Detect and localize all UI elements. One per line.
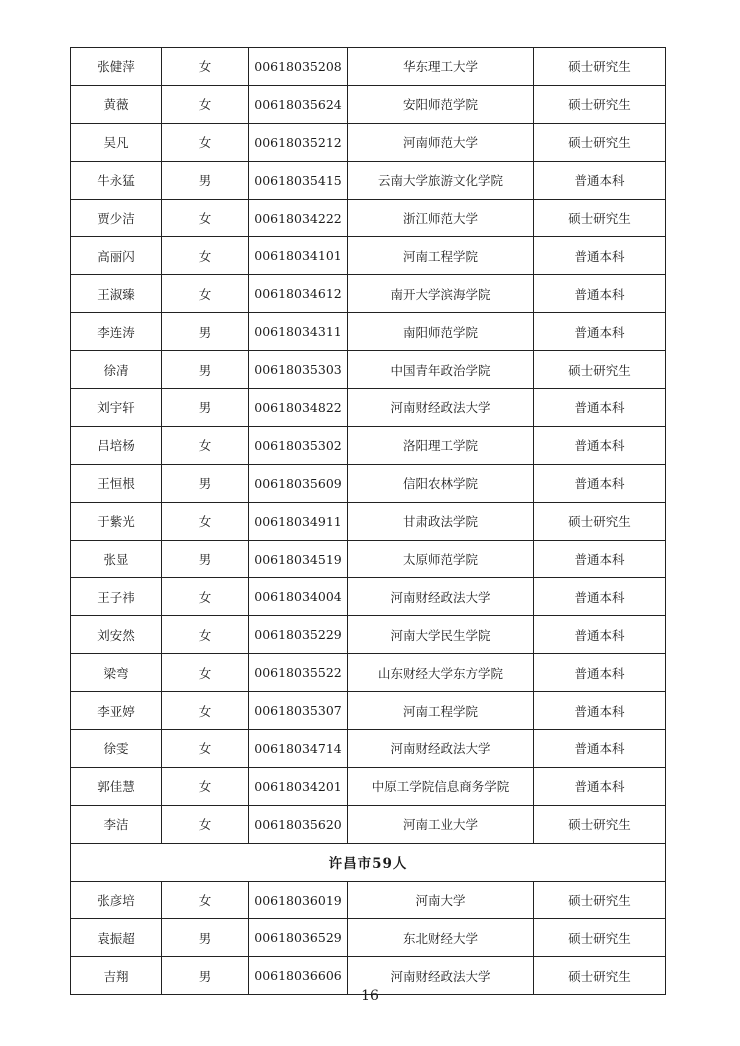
exam-id-cell: 00618034519 (249, 540, 348, 578)
school-cell: 东北财经大学 (348, 919, 534, 957)
table-row (71, 123, 666, 161)
exam-id-cell: 00618035415 (249, 161, 348, 199)
name-cell: 吴凡 (71, 123, 162, 161)
degree-cell: 硕士研究生 (534, 351, 666, 389)
table-row (71, 654, 666, 692)
exam-id-cell: 00618036529 (249, 919, 348, 957)
exam-id-cell: 00618034222 (249, 199, 348, 237)
table-row (71, 540, 666, 578)
gender-cell: 女 (162, 426, 249, 464)
table-row (71, 351, 666, 389)
exam-id-cell: 00618034311 (249, 313, 348, 351)
exam-id-cell: 00618035307 (249, 692, 348, 730)
gender-cell: 女 (162, 85, 249, 123)
gender-cell: 男 (162, 351, 249, 389)
degree-cell: 硕士研究生 (534, 199, 666, 237)
name-cell: 袁振超 (71, 919, 162, 957)
degree-cell: 硕士研究生 (534, 502, 666, 540)
school-cell: 南开大学滨海学院 (348, 275, 534, 313)
name-cell: 张健萍 (71, 48, 162, 86)
gender-cell: 女 (162, 692, 249, 730)
table-row (71, 199, 666, 237)
degree-cell: 普通本科 (534, 237, 666, 275)
table-row (71, 616, 666, 654)
school-cell: 河南工业大学 (348, 805, 534, 843)
school-cell: 河南财经政法大学 (348, 730, 534, 768)
exam-id-cell: 00618035208 (249, 48, 348, 86)
school-cell: 浙江师范大学 (348, 199, 534, 237)
exam-id-cell: 00618035624 (249, 85, 348, 123)
name-cell: 王淑臻 (71, 275, 162, 313)
school-cell: 河南财经政法大学 (348, 957, 534, 995)
exam-id-cell: 00618035212 (249, 123, 348, 161)
table-body (71, 48, 666, 995)
degree-cell: 普通本科 (534, 389, 666, 427)
school-cell: 中国青年政治学院 (348, 351, 534, 389)
table-row (71, 464, 666, 502)
name-cell: 李洁 (71, 805, 162, 843)
degree-cell: 普通本科 (534, 426, 666, 464)
school-cell: 中原工学院信息商务学院 (348, 767, 534, 805)
school-cell: 河南师范大学 (348, 123, 534, 161)
degree-cell: 硕士研究生 (534, 48, 666, 86)
table-row (71, 275, 666, 313)
exam-id-cell: 00618036606 (249, 957, 348, 995)
degree-cell: 普通本科 (534, 578, 666, 616)
degree-cell: 普通本科 (534, 275, 666, 313)
table-row (71, 161, 666, 199)
exam-id-cell: 00618035302 (249, 426, 348, 464)
degree-cell: 硕士研究生 (534, 881, 666, 919)
school-cell: 安阳师范学院 (348, 85, 534, 123)
degree-cell: 普通本科 (534, 767, 666, 805)
gender-cell: 女 (162, 199, 249, 237)
school-cell: 南阳师范学院 (348, 313, 534, 351)
degree-cell: 硕士研究生 (534, 957, 666, 995)
degree-cell: 硕士研究生 (534, 805, 666, 843)
gender-cell: 男 (162, 464, 249, 502)
table-row (71, 85, 666, 123)
exam-id-cell: 00618035522 (249, 654, 348, 692)
name-cell: 徐雯 (71, 730, 162, 768)
gender-cell: 男 (162, 161, 249, 199)
table-row (71, 578, 666, 616)
gender-cell: 女 (162, 578, 249, 616)
gender-cell: 男 (162, 919, 249, 957)
name-cell: 刘宇轩 (71, 389, 162, 427)
school-cell: 信阳农林学院 (348, 464, 534, 502)
exam-id-cell: 00618034612 (249, 275, 348, 313)
table-row (71, 730, 666, 768)
gender-cell: 女 (162, 654, 249, 692)
school-cell: 山东财经大学东方学院 (348, 654, 534, 692)
school-cell: 河南财经政法大学 (348, 578, 534, 616)
gender-cell: 女 (162, 123, 249, 161)
school-cell: 太原师范学院 (348, 540, 534, 578)
school-cell: 河南财经政法大学 (348, 389, 534, 427)
gender-cell: 女 (162, 767, 249, 805)
school-cell: 甘肃政法学院 (348, 502, 534, 540)
exam-id-cell: 00618035303 (249, 351, 348, 389)
school-cell: 河南工程学院 (348, 692, 534, 730)
table-row (71, 426, 666, 464)
gender-cell: 女 (162, 275, 249, 313)
exam-id-cell: 00618035620 (249, 805, 348, 843)
page-number: 16 (361, 988, 379, 1004)
gender-cell: 女 (162, 730, 249, 768)
degree-cell: 硕士研究生 (534, 919, 666, 957)
table-row (71, 881, 666, 919)
gender-cell: 女 (162, 805, 249, 843)
school-cell: 河南工程学院 (348, 237, 534, 275)
name-cell: 牛永猛 (71, 161, 162, 199)
exam-id-cell: 00618034911 (249, 502, 348, 540)
school-cell: 洛阳理工学院 (348, 426, 534, 464)
table-row (71, 237, 666, 275)
degree-cell: 普通本科 (534, 464, 666, 502)
degree-cell: 普通本科 (534, 540, 666, 578)
table-row (71, 502, 666, 540)
table-row (71, 48, 666, 86)
name-cell: 吉翔 (71, 957, 162, 995)
degree-cell: 普通本科 (534, 654, 666, 692)
name-cell: 吕培杨 (71, 426, 162, 464)
exam-id-cell: 00618034714 (249, 730, 348, 768)
name-cell: 贾少洁 (71, 199, 162, 237)
gender-cell: 女 (162, 502, 249, 540)
name-cell: 刘安然 (71, 616, 162, 654)
table-row (71, 692, 666, 730)
exam-id-cell: 00618035609 (249, 464, 348, 502)
exam-id-cell: 00618035229 (249, 616, 348, 654)
name-cell: 李亚婷 (71, 692, 162, 730)
school-cell: 华东理工大学 (348, 48, 534, 86)
name-cell: 黄薇 (71, 85, 162, 123)
degree-cell: 普通本科 (534, 313, 666, 351)
gender-cell: 男 (162, 540, 249, 578)
degree-cell: 普通本科 (534, 161, 666, 199)
name-cell: 李连涛 (71, 313, 162, 351)
name-cell: 于紫光 (71, 502, 162, 540)
gender-cell: 女 (162, 881, 249, 919)
exam-id-cell: 00618034004 (249, 578, 348, 616)
table-row (71, 313, 666, 351)
degree-cell: 普通本科 (534, 616, 666, 654)
school-cell: 河南大学民生学院 (348, 616, 534, 654)
name-cell: 王恒根 (71, 464, 162, 502)
degree-cell: 硕士研究生 (534, 123, 666, 161)
exam-id-cell: 00618034201 (249, 767, 348, 805)
table-row (71, 919, 666, 957)
gender-cell: 女 (162, 48, 249, 86)
exam-id-cell: 00618034822 (249, 389, 348, 427)
table-row (71, 389, 666, 427)
degree-cell: 硕士研究生 (534, 85, 666, 123)
name-cell: 高丽闪 (71, 237, 162, 275)
name-cell: 王子祎 (71, 578, 162, 616)
gender-cell: 男 (162, 389, 249, 427)
gender-cell: 女 (162, 237, 249, 275)
degree-cell: 普通本科 (534, 730, 666, 768)
name-cell: 张显 (71, 540, 162, 578)
gender-cell: 女 (162, 616, 249, 654)
exam-id-cell: 00618034101 (249, 237, 348, 275)
section-header-row (71, 843, 666, 881)
name-cell: 张彦培 (71, 881, 162, 919)
table-row (71, 767, 666, 805)
name-cell: 徐凊 (71, 351, 162, 389)
candidate-table (70, 47, 666, 995)
degree-cell: 普通本科 (534, 692, 666, 730)
name-cell: 梁弯 (71, 654, 162, 692)
school-cell: 河南大学 (348, 881, 534, 919)
school-cell: 云南大学旅游文化学院 (348, 161, 534, 199)
exam-id-cell: 00618036019 (249, 881, 348, 919)
table-row (71, 805, 666, 843)
gender-cell: 男 (162, 313, 249, 351)
section-title: 许昌市59人 (71, 843, 666, 881)
gender-cell: 男 (162, 957, 249, 995)
name-cell: 郭佳慧 (71, 767, 162, 805)
